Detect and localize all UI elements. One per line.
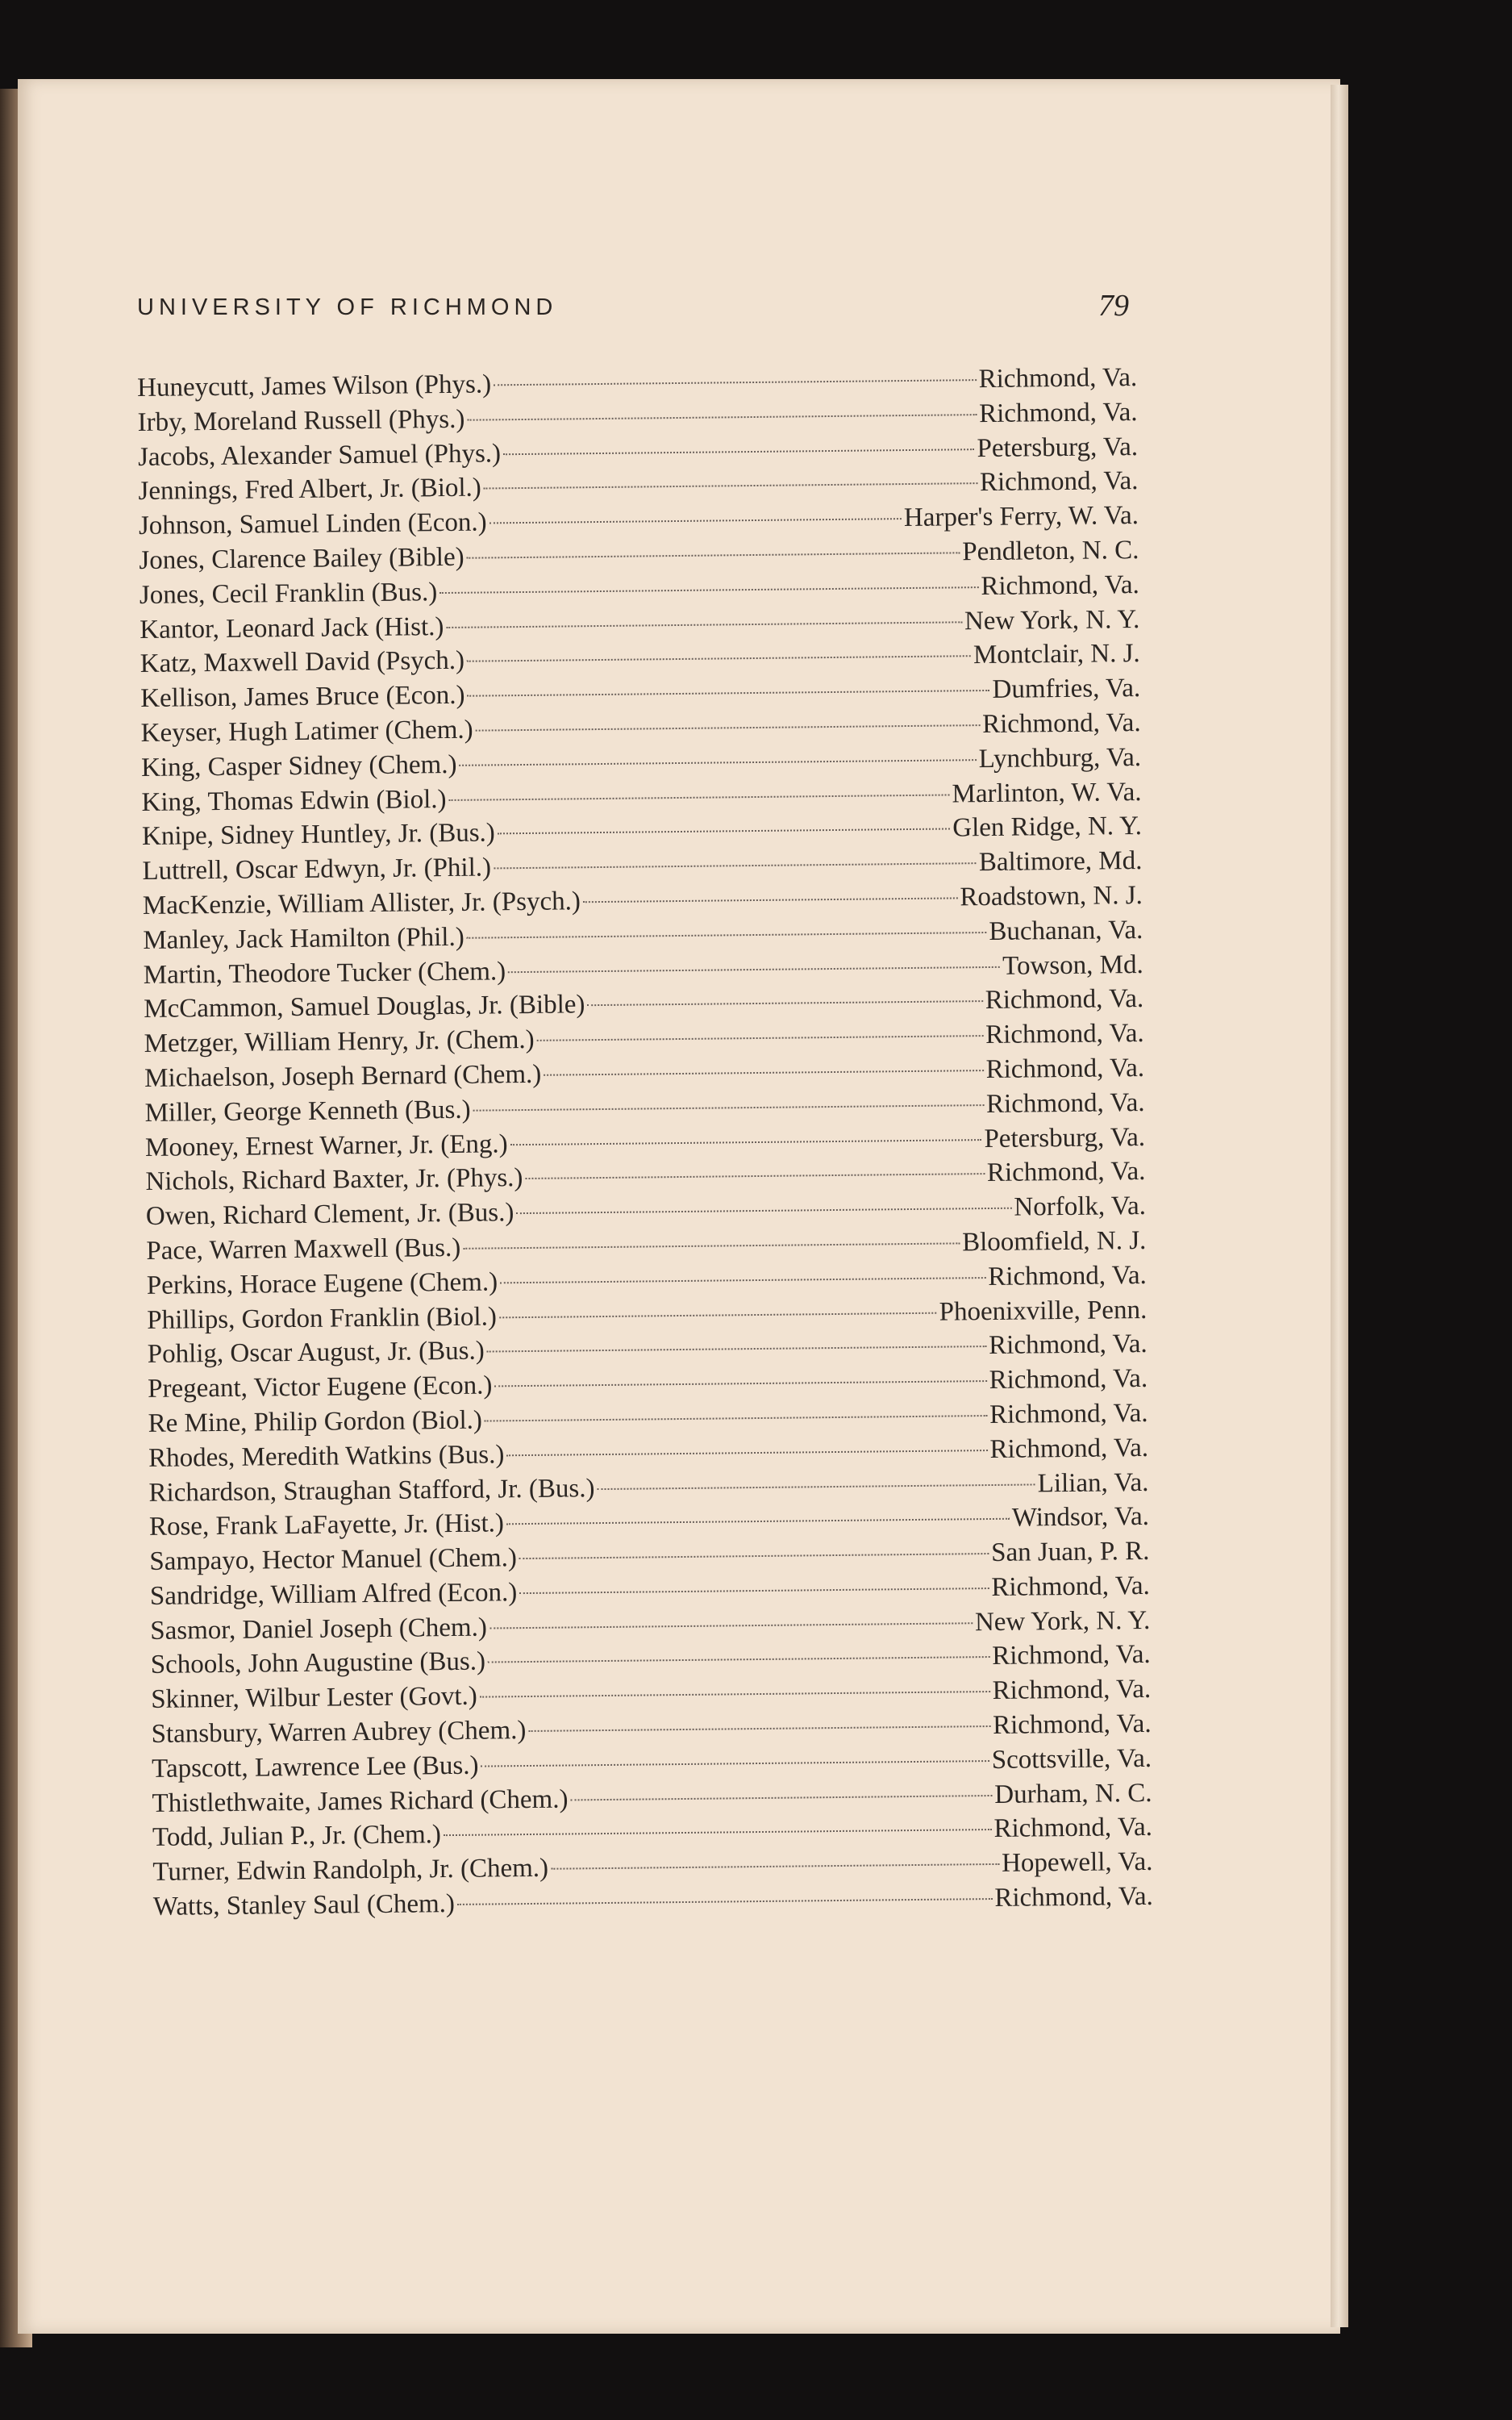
dot-leader bbox=[519, 1588, 989, 1594]
dot-leader bbox=[467, 656, 971, 663]
dot-leader bbox=[528, 1725, 990, 1732]
hometown: Lynchburg, Va. bbox=[978, 742, 1142, 774]
dot-leader bbox=[544, 1070, 983, 1076]
student-name: Luttrell, Oscar Edwyn, Jr. (Phil.) bbox=[142, 853, 492, 887]
hometown: Roadstown, N. J. bbox=[960, 880, 1143, 912]
student-name: Todd, Julian P., Jr. (Chem.) bbox=[152, 1820, 442, 1853]
dot-leader bbox=[467, 932, 987, 939]
hometown: San Juan, P. R. bbox=[990, 1537, 1150, 1568]
dot-leader bbox=[467, 414, 977, 421]
hometown: Bloomfield, N. J. bbox=[961, 1225, 1147, 1258]
student-name: Michaelson, Joseph Bernard (Chem.) bbox=[144, 1059, 542, 1093]
dot-leader bbox=[506, 1518, 1010, 1525]
hometown: Hopewell, Va. bbox=[1001, 1847, 1153, 1879]
dot-leader bbox=[459, 759, 976, 766]
student-name: King, Thomas Edwin (Biol.) bbox=[141, 784, 447, 817]
page-number: 79 bbox=[1098, 289, 1129, 323]
student-name: Turner, Edwin Randolph, Jr. (Chem.) bbox=[152, 1854, 549, 1888]
student-name: Mooney, Ernest Warner, Jr. (Eng.) bbox=[144, 1129, 508, 1162]
hometown: Richmond, Va. bbox=[989, 1398, 1148, 1429]
hometown: Scottsville, Va. bbox=[991, 1743, 1152, 1775]
dot-leader bbox=[448, 794, 949, 801]
dot-leader bbox=[551, 1863, 999, 1870]
dot-leader bbox=[484, 482, 977, 489]
dot-leader bbox=[457, 1898, 992, 1905]
dot-leader bbox=[468, 690, 990, 697]
dot-leader bbox=[510, 1139, 982, 1145]
dot-leader bbox=[519, 1553, 989, 1559]
dot-leader bbox=[485, 1415, 987, 1422]
hometown: Richmond, Va. bbox=[985, 1087, 1145, 1119]
hometown: Richmond, Va. bbox=[985, 984, 1144, 1016]
dot-leader bbox=[494, 379, 977, 386]
hometown: Buchanan, Va. bbox=[989, 915, 1143, 946]
dot-leader bbox=[498, 828, 950, 835]
hometown: Marlinton, W. Va. bbox=[952, 777, 1142, 809]
running-head bbox=[137, 289, 1129, 335]
hometown: Towson, Md. bbox=[1002, 949, 1143, 981]
student-name: Thistlethwaite, James Richard (Chem.) bbox=[152, 1784, 569, 1818]
dot-leader bbox=[439, 586, 978, 594]
student-name: Jacobs, Alexander Samuel (Phys.) bbox=[137, 438, 502, 472]
student-list bbox=[137, 363, 1153, 1927]
hometown: Durham, N. C. bbox=[994, 1778, 1152, 1809]
dot-leader bbox=[500, 1277, 985, 1283]
student-name: MacKenzie, William Allister, Jr. (Psych.) bbox=[142, 887, 581, 920]
dot-leader bbox=[525, 1173, 985, 1179]
student-name: Rhodes, Meredith Watkins (Bus.) bbox=[148, 1440, 505, 1473]
student-name: Tapscott, Lawrence Lee (Bus.) bbox=[151, 1750, 479, 1784]
dot-leader bbox=[494, 1380, 986, 1387]
hometown: Richmond, Va. bbox=[985, 1053, 1145, 1084]
student-name: Watts, Stanley Saul (Chem.) bbox=[152, 1889, 456, 1921]
student-name: Kantor, Leonard Jack (Hist.) bbox=[140, 611, 444, 645]
student-name: Katz, Maxwell David (Psych.) bbox=[140, 646, 465, 679]
student-name: Nichols, Richard Baxter, Jr. (Phys.) bbox=[145, 1163, 523, 1197]
student-name: Perkins, Horace Eugene (Chem.) bbox=[146, 1267, 498, 1300]
page-stack-edge bbox=[1331, 85, 1348, 2327]
student-name: Rose, Frank LaFayette, Jr. (Hist.) bbox=[148, 1508, 505, 1542]
dot-leader bbox=[583, 897, 958, 903]
hometown: Windsor, Va. bbox=[1011, 1502, 1150, 1533]
dot-leader bbox=[481, 1760, 989, 1767]
dot-leader bbox=[597, 1483, 1035, 1490]
dot-leader bbox=[570, 1795, 992, 1800]
student-name: Manley, Jack Hamilton (Phil.) bbox=[143, 922, 464, 955]
dot-leader bbox=[494, 862, 977, 869]
student-name: Pohlig, Oscar August, Jr. (Bus.) bbox=[147, 1336, 485, 1370]
student-name: King, Casper Sidney (Chem.) bbox=[140, 749, 457, 782]
dot-leader bbox=[489, 1622, 973, 1629]
hometown: Richmond, Va. bbox=[981, 570, 1139, 601]
dot-leader bbox=[488, 1657, 989, 1664]
hometown: Richmond, Va. bbox=[992, 1675, 1152, 1706]
dot-leader bbox=[503, 449, 974, 455]
student-name: Pregeant, Victor Eugene (Econ.) bbox=[147, 1371, 493, 1404]
dot-leader bbox=[587, 1000, 982, 1006]
student-name: Keyser, Hugh Latimer (Chem.) bbox=[140, 715, 473, 748]
dot-leader bbox=[489, 518, 902, 524]
hometown: Montclair, N. J. bbox=[973, 639, 1140, 670]
hometown: New York, N. Y. bbox=[964, 604, 1140, 636]
student-name: McCammon, Samuel Douglas, Jr. (Bible) bbox=[144, 990, 585, 1024]
hometown: Petersburg, Va. bbox=[977, 432, 1139, 463]
student-name: Knipe, Sidney Huntley, Jr. (Bus.) bbox=[141, 818, 496, 852]
hometown: Norfolk, Va. bbox=[1014, 1191, 1147, 1222]
student-name: Sampayo, Hector Manuel (Chem.) bbox=[149, 1543, 518, 1577]
student-name: Jones, Cecil Franklin (Bus.) bbox=[139, 577, 438, 610]
hometown: Richmond, Va. bbox=[979, 466, 1139, 498]
student-name: Schools, John Augustine (Bus.) bbox=[150, 1647, 486, 1680]
dot-leader bbox=[463, 1242, 960, 1249]
student-name: Johnson, Samuel Linden (Econ.) bbox=[138, 507, 487, 541]
dot-leader bbox=[476, 724, 981, 732]
hometown: Richmond, Va. bbox=[989, 1364, 1148, 1396]
hometown: Richmond, Va. bbox=[986, 1157, 1146, 1188]
hometown: Richmond, Va. bbox=[992, 1709, 1152, 1741]
hometown: Phoenixville, Penn. bbox=[939, 1295, 1148, 1327]
dot-leader bbox=[506, 1450, 987, 1456]
hometown: Richmond, Va. bbox=[981, 707, 1141, 740]
hometown: Baltimore, Md. bbox=[978, 846, 1143, 878]
hometown: Glen Ridge, N. Y. bbox=[952, 812, 1143, 843]
hometown: Richmond, Va. bbox=[988, 1260, 1147, 1291]
student-name: Phillips, Gordon Franklin (Biol.) bbox=[147, 1301, 498, 1335]
hometown: Richmond, Va. bbox=[985, 1019, 1144, 1050]
hometown: Pendleton, N. C. bbox=[962, 535, 1139, 567]
hometown: Richmond, Va. bbox=[994, 1881, 1154, 1913]
hometown: Richmond, Va. bbox=[978, 397, 1138, 428]
dot-leader bbox=[499, 1312, 937, 1318]
dot-leader bbox=[487, 1346, 986, 1352]
student-name: Metzger, William Henry, Jr. (Chem.) bbox=[144, 1025, 535, 1059]
dot-leader bbox=[467, 552, 960, 558]
student-name: Jones, Clarence Bailey (Bible) bbox=[139, 542, 464, 575]
dot-leader bbox=[480, 1691, 990, 1698]
hometown: Dumfries, Va. bbox=[992, 674, 1141, 705]
hometown: Richmond, Va. bbox=[992, 1640, 1151, 1671]
hometown: Lilian, Va. bbox=[1037, 1467, 1149, 1498]
running-title: UNIVERSITY OF RICHMOND bbox=[137, 294, 558, 320]
hometown: Richmond, Va. bbox=[991, 1571, 1150, 1602]
student-name: Martin, Theodore Tucker (Chem.) bbox=[143, 956, 506, 990]
dot-leader bbox=[516, 1208, 1011, 1214]
student-name: Kellison, James Bruce (Econ.) bbox=[140, 680, 465, 714]
hometown: Richmond, Va. bbox=[989, 1433, 1149, 1464]
student-name: Richardson, Straughan Stafford, Jr. (Bus.) bbox=[148, 1473, 595, 1508]
dot-leader bbox=[444, 1829, 992, 1836]
hometown: Harper's Ferry, W. Va. bbox=[903, 501, 1139, 533]
hometown: Richmond, Va. bbox=[993, 1813, 1153, 1844]
hometown: Petersburg, Va. bbox=[984, 1122, 1146, 1154]
dot-leader bbox=[508, 966, 1000, 972]
student-name: Irby, Moreland Russell (Phys.) bbox=[137, 404, 465, 437]
student-name: Stansbury, Warren Aubrey (Chem.) bbox=[151, 1716, 527, 1749]
dot-leader bbox=[446, 621, 962, 628]
hometown: Richmond, Va. bbox=[978, 363, 1138, 394]
student-name: Huneycutt, James Wilson (Phys.) bbox=[137, 369, 492, 403]
student-name: Miller, George Kenneth (Bus.) bbox=[144, 1095, 471, 1128]
student-name: Re Mine, Philip Gordon (Biol.) bbox=[148, 1405, 483, 1438]
hometown: New York, N. Y. bbox=[974, 1605, 1151, 1637]
hometown: Richmond, Va. bbox=[989, 1329, 1148, 1361]
student-name: Jennings, Fred Albert, Jr. (Biol.) bbox=[138, 473, 482, 507]
student-name: Sasmor, Daniel Joseph (Chem.) bbox=[150, 1613, 488, 1646]
dot-leader bbox=[473, 1104, 984, 1112]
student-name: Pace, Warren Maxwell (Bus.) bbox=[146, 1233, 461, 1266]
student-name: Owen, Richard Clement, Jr. (Bus.) bbox=[145, 1198, 514, 1232]
dot-leader bbox=[537, 1035, 984, 1041]
student-name: Sandridge, William Alfred (Econ.) bbox=[149, 1578, 518, 1611]
student-name: Skinner, Wilbur Lester (Govt.) bbox=[151, 1681, 477, 1715]
